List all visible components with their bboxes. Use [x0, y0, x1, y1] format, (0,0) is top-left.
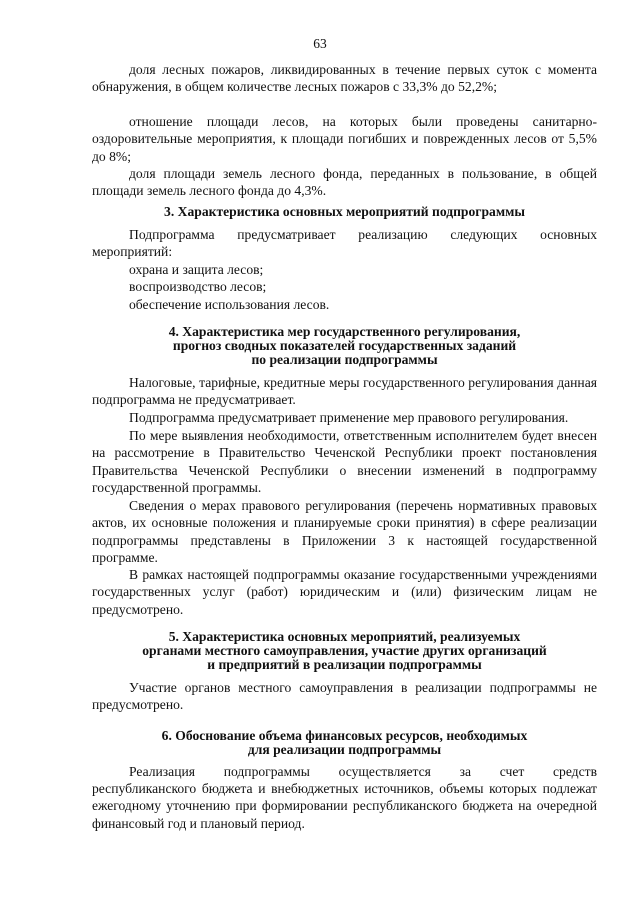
- section-3-heading: 3. Характеристика основных мероприятий подпрограммы: [164, 204, 525, 219]
- section-6-paragraph: республиканского бюджета и внебюджетных источников, объемы которых подлежат ежегодному уточнению при формировании республиканского бюджета на очередной финансовый год и плановый период.: [92, 781, 597, 831]
- section-3-item: охрана и защита лесов;: [129, 262, 264, 277]
- heading-line: 5. Характеристика основных мероприятий, реализуемых: [168, 629, 521, 644]
- heading-line: 4. Характеристика мер государственного регулирования,: [168, 324, 521, 339]
- section-4-paragraph: Сведения о мерах правового регулирования (перечень нормативных правовых актов, их основные положения и планируемые сроки принятия) в сфере реализации подпрограммы представлены в Приложении 3 к настоящей государственной программе.: [92, 498, 597, 565]
- section-3-item: обеспечение использования лесов.: [129, 297, 330, 312]
- section-3-item: воспроизводство лесов;: [129, 279, 267, 294]
- section-6-heading: [92, 729, 597, 757]
- section-6-first-line: Реализация подпрограммы осуществляется за счет средств: [129, 764, 597, 779]
- heading-line: органами местного самоуправления, участие других организаций: [142, 642, 547, 658]
- heading-line: 6. Обоснование объема финансовых ресурсов, необходимых: [161, 728, 528, 743]
- section-5-heading: [92, 630, 597, 671]
- heading-line: прогноз сводных показателей государственных заданий: [172, 337, 517, 353]
- section-4-paragraph: Налоговые, тарифные, кредитные меры государственного регулирования данная подпрограмма не предусматривает.: [92, 375, 597, 408]
- section-4-paragraph: В рамках настоящей подпрограммы оказание государственными учреждениями государственных услуг (работ) юридическим и (или) физическим лицам не предусмотрено.: [92, 567, 597, 617]
- indicator-land-share: доля площади земель лесного фонда, переданных в пользование, в общей площади земель лесного фонда до 4,3%.: [92, 166, 597, 199]
- section-3-intro: Подпрограмма предусматривает реализацию следующих основных мероприятий:: [92, 227, 597, 260]
- section-5-paragraph: Участие органов местного самоуправления в реализации подпрограммы не предусмотрено.: [92, 680, 597, 713]
- heading-line: и предприятий в реализации подпрограммы: [207, 656, 482, 672]
- indicator-fire-share: доля лесных пожаров, ликвидированных в течение первых суток с момента обнаружения, в общем количестве лесных пожаров с 33,3% до 52,2%;: [92, 62, 597, 95]
- heading-line: для реализации подпрограммы: [247, 741, 442, 757]
- page-number: 63: [313, 36, 327, 51]
- section-4-paragraph: По мере выявления необходимости, ответственным исполнителем будет внесен на рассмотрение в Правительство Чеченской Республики проект постановления Правительства Чеченской Республики о внесении изменений в подпрограмму государственной программы.: [92, 428, 597, 495]
- heading-line: по реализации подпрограммы: [251, 351, 438, 367]
- section-4-heading: [92, 325, 597, 366]
- section-4-paragraph: Подпрограмма предусматривает применение мер правового регулирования.: [129, 410, 569, 425]
- indicator-sanitary-area: отношение площади лесов, на которых были проведены санитарно-оздоровительные мероприятия, к площади погибших и поврежденных лесов от 5,5% до 8%;: [92, 114, 597, 164]
